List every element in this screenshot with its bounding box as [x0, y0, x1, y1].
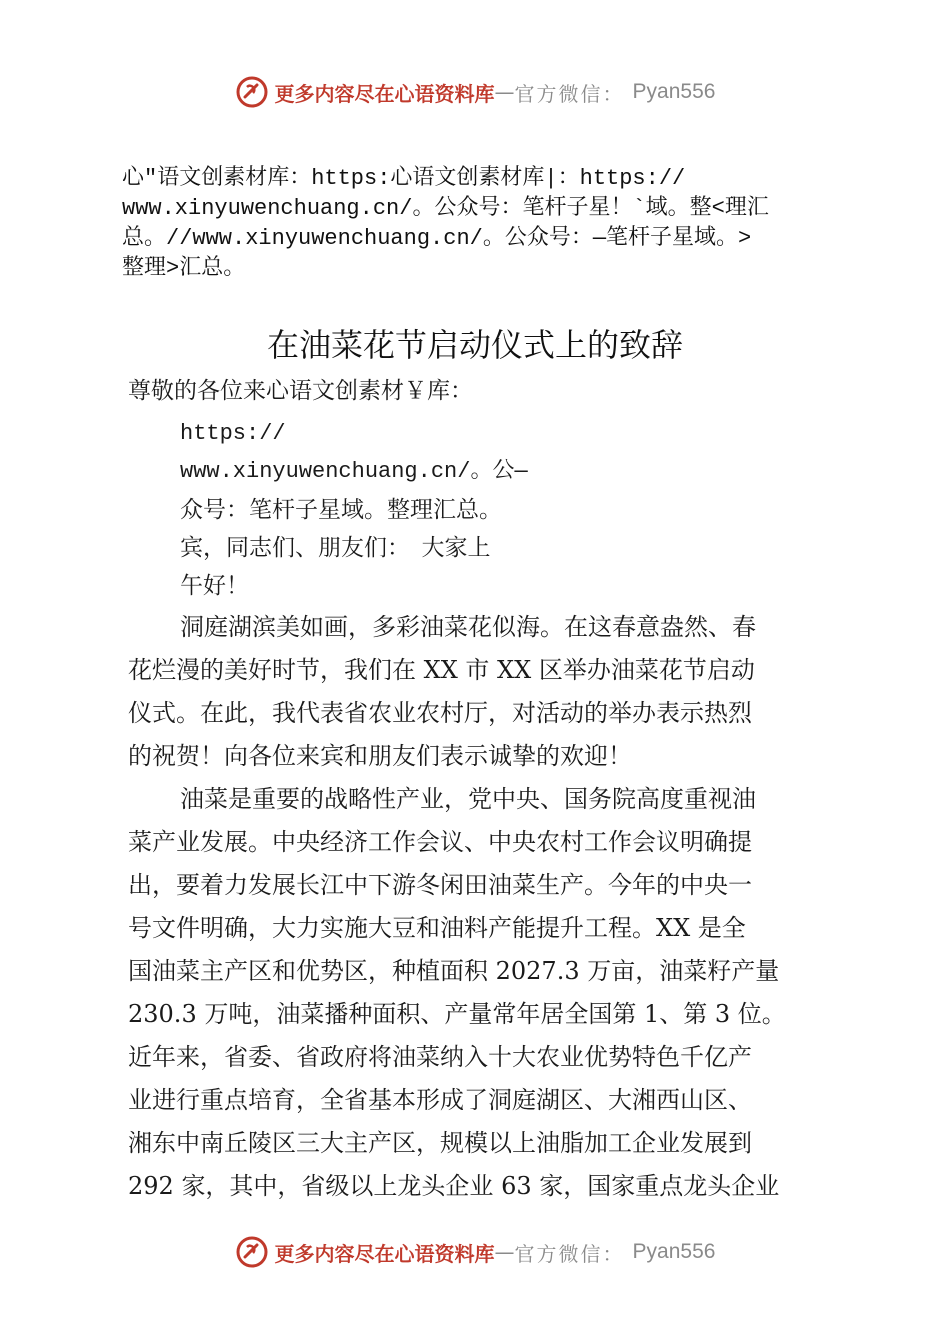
paragraph-line: 业进行重点培育，全省基本形成了洞庭湖区、大湘西山区、 [128, 1086, 752, 1114]
salutation: 尊敬的各位来心语文创素材￥库： [128, 378, 473, 404]
banner-main-text: 更多内容尽在心语资料库 [274, 1241, 495, 1266]
paragraph-line: 油菜是重要的战略性产业，党中央、国务院高度重视油 [180, 785, 756, 813]
watermark-text-block [122, 164, 862, 284]
greeting-line: 宾，同志们、朋友们： 大家上 [180, 535, 491, 561]
paragraph-line: 的祝贺！向各位来宾和朋友们表示诚挚的欢迎！ [128, 742, 632, 770]
paragraph-line: 230.3 万吨，油菜播种面积、产量常年居全国第 1、第 3 位。 [128, 1000, 786, 1028]
paragraph-line: 洞庭湖滨美如画，多彩油菜花似海。在这春意盎然、春 [180, 613, 756, 641]
banner-wechat-label: 官方微信： [514, 1241, 625, 1266]
document-title: 在油菜花节启动仪式上的致辞 [266, 326, 683, 364]
watermark-line: 总。//www.xinyuwenchuang.cn/。公众号：—笔杆子星域。> [122, 226, 752, 251]
logo-icon [235, 75, 269, 109]
greeting-line: 午好！ [180, 573, 249, 599]
watermark-line: 整理>汇总。 [122, 256, 246, 281]
banner-wechat-id: Pyan556 [632, 80, 716, 103]
watermark-line: 心"语文创素材库：https:心语文创素材库|：https:// [122, 166, 686, 191]
banner-separator: — [494, 1240, 515, 1264]
paragraph-line: 292 家，其中，省级以上龙头企业 63 家，国家重点龙头企业 [128, 1172, 780, 1200]
paragraph-line: 花烂漫的美好时节，我们在 XX 市 XX 区举办油菜花节启动 [128, 656, 755, 684]
greeting-line: www.xinyuwenchuang.cn/。公— [180, 459, 528, 484]
paragraph-line: 出，要着力发展长江中下游冬闲田油菜生产。今年的中央一 [128, 871, 752, 899]
greeting-line: 众号：笔杆子星域。整理汇总。 [180, 497, 502, 523]
banner-separator: — [494, 80, 515, 104]
banner-main-text: 更多内容尽在心语资料库 [274, 81, 495, 106]
logo-icon [235, 1235, 269, 1269]
banner-wechat-label: 官方微信： [514, 81, 625, 106]
paragraph-line: 国油菜主产区和优势区，种植面积 2027.3 万亩，油菜籽产量 [128, 957, 780, 985]
paragraph-line: 号文件明确，大力实施大豆和油料产能提升工程。XX 是全 [128, 914, 746, 942]
paragraph-line: 仪式。在此，我代表省农业农村厅，对活动的举办表示热烈 [128, 699, 752, 727]
greeting-line: https:// [180, 421, 286, 446]
paragraph-line: 菜产业发展。中央经济工作会议、中央农村工作会议明确提 [128, 828, 752, 856]
paragraph-line: 近年来，省委、省政府将油菜纳入十大农业优势特色千亿产 [128, 1043, 752, 1071]
banner-wechat-id: Pyan556 [632, 1240, 716, 1263]
paragraph-line: 湘东中南丘陵区三大主产区，规模以上油脂加工企业发展到 [128, 1129, 752, 1157]
watermark-line: www.xinyuwenchuang.cn/。公众号：笔杆子星！`域。整<理汇 [122, 196, 769, 221]
footer-banner [0, 1232, 950, 1272]
greeting-block [180, 415, 528, 605]
body-text [128, 606, 858, 1208]
header-banner [0, 72, 950, 112]
